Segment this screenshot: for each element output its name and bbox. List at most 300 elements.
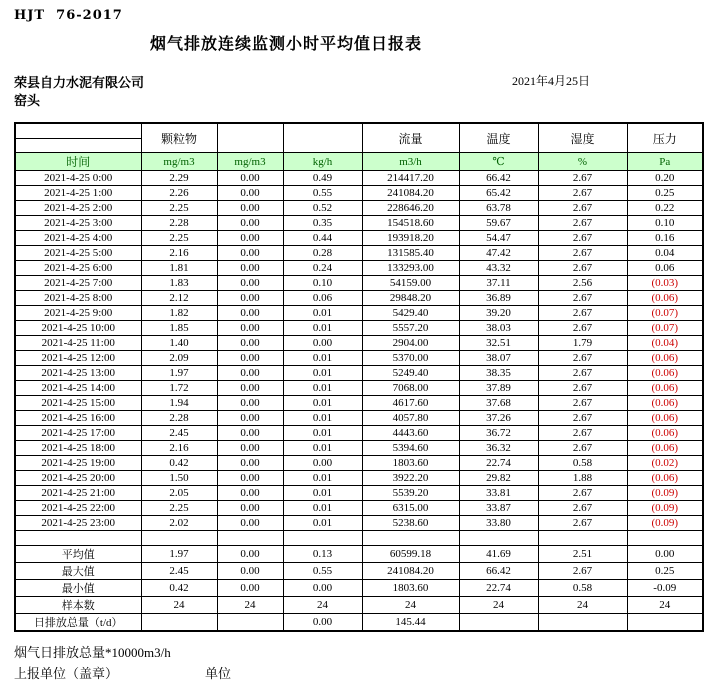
cell-value-5: 2.67 (538, 366, 627, 381)
cell-time: 2021-4-25 0:00 (15, 171, 141, 186)
cell-value-1: 0.00 (217, 411, 283, 426)
column-group-header-6: 压力 (627, 123, 703, 153)
cell-value-3: 4617.60 (362, 396, 459, 411)
cell-value-3: 5394.60 (362, 441, 459, 456)
cell-value-1: 0.00 (217, 261, 283, 276)
cell-value-2: 0.35 (283, 216, 362, 231)
summary-value-1: 0.00 (217, 546, 283, 563)
spacer-cell (362, 531, 459, 546)
cell-value-3: 193918.20 (362, 231, 459, 246)
cell-value-4: 63.78 (459, 201, 538, 216)
summary-value-2: 0.00 (283, 614, 362, 632)
spacer-cell (283, 531, 362, 546)
data-row (15, 501, 703, 516)
cell-value-0: 2.45 (141, 426, 217, 441)
column-group-header-row (15, 123, 703, 153)
cell-pressure: (0.09) (627, 501, 703, 516)
cell-value-1: 0.00 (217, 246, 283, 261)
summary-value-1: 0.00 (217, 580, 283, 597)
cell-time: 2021-4-25 9:00 (15, 306, 141, 321)
cell-pressure: (0.02) (627, 456, 703, 471)
cell-pressure: (0.06) (627, 426, 703, 441)
cell-value-0: 2.28 (141, 216, 217, 231)
cell-value-1: 0.00 (217, 486, 283, 501)
cell-value-1: 0.00 (217, 441, 283, 456)
cell-pressure: 0.06 (627, 261, 703, 276)
cell-time: 2021-4-25 2:00 (15, 201, 141, 216)
data-row (15, 396, 703, 411)
cell-value-3: 5370.00 (362, 351, 459, 366)
column-group-header-3: 流量 (362, 123, 459, 153)
cell-value-4: 54.47 (459, 231, 538, 246)
cell-value-4: 33.87 (459, 501, 538, 516)
unit-header-0: mg/m3 (141, 153, 217, 171)
spacer-cell (15, 531, 141, 546)
meta-row (14, 72, 727, 88)
spacer-cell (538, 531, 627, 546)
cell-value-3: 5539.20 (362, 486, 459, 501)
cell-pressure: 0.10 (627, 216, 703, 231)
cell-value-3: 1803.60 (362, 456, 459, 471)
cell-value-3: 214417.20 (362, 171, 459, 186)
cell-value-3: 131585.40 (362, 246, 459, 261)
time-column-header: 时间 (15, 153, 141, 171)
cell-value-4: 33.80 (459, 516, 538, 531)
cell-value-1: 0.00 (217, 381, 283, 396)
data-row (15, 366, 703, 381)
summary-value-2: 0.13 (283, 546, 362, 563)
cell-value-1: 0.00 (217, 456, 283, 471)
cell-time: 2021-4-25 19:00 (15, 456, 141, 471)
cell-value-2: 0.01 (283, 486, 362, 501)
report-table (14, 122, 704, 632)
cell-value-5: 2.67 (538, 381, 627, 396)
cell-value-4: 59.67 (459, 216, 538, 231)
column-group-header-5: 湿度 (538, 123, 627, 153)
cell-pressure: (0.06) (627, 411, 703, 426)
cell-value-0: 2.16 (141, 246, 217, 261)
cell-value-0: 2.28 (141, 411, 217, 426)
cell-value-4: 36.32 (459, 441, 538, 456)
cell-value-2: 0.01 (283, 516, 362, 531)
cell-value-4: 37.26 (459, 411, 538, 426)
data-row (15, 246, 703, 261)
cell-value-1: 0.00 (217, 216, 283, 231)
cell-value-4: 33.81 (459, 486, 538, 501)
cell-pressure: (0.06) (627, 471, 703, 486)
cell-value-2: 0.00 (283, 336, 362, 351)
cell-value-1: 0.00 (217, 396, 283, 411)
column-group-header-1 (217, 123, 283, 153)
cell-pressure: (0.07) (627, 321, 703, 336)
cell-value-0: 2.29 (141, 171, 217, 186)
cell-value-0: 2.16 (141, 441, 217, 456)
summary-value-0 (141, 614, 217, 632)
cell-value-1: 0.00 (217, 366, 283, 381)
summary-label: 日排放总量（t/d） (15, 614, 141, 632)
cell-value-3: 133293.00 (362, 261, 459, 276)
cell-time: 2021-4-25 10:00 (15, 321, 141, 336)
cell-time: 2021-4-25 13:00 (15, 366, 141, 381)
cell-pressure: 0.22 (627, 201, 703, 216)
cell-value-2: 0.55 (283, 186, 362, 201)
cell-value-0: 1.97 (141, 366, 217, 381)
summary-row (15, 580, 703, 597)
data-row (15, 201, 703, 216)
cell-value-3: 5238.60 (362, 516, 459, 531)
company-name: 荣县自力水泥有限公司 (14, 75, 145, 90)
data-row (15, 351, 703, 366)
cell-value-3: 3922.20 (362, 471, 459, 486)
summary-value-5: 2.67 (538, 563, 627, 580)
cell-value-0: 2.25 (141, 201, 217, 216)
data-row (15, 216, 703, 231)
doc-code: HJT 76-2017 (14, 8, 123, 23)
cell-time: 2021-4-25 4:00 (15, 231, 141, 246)
cell-time: 2021-4-25 15:00 (15, 396, 141, 411)
cell-value-3: 154518.60 (362, 216, 459, 231)
summary-value-6: 0.00 (627, 546, 703, 563)
unit-header-3: m3/h (362, 153, 459, 171)
cell-value-2: 0.24 (283, 261, 362, 276)
cell-value-5: 2.67 (538, 501, 627, 516)
cell-value-5: 2.67 (538, 516, 627, 531)
summary-value-5: 24 (538, 597, 627, 614)
time-column-split-cell (15, 123, 141, 153)
cell-value-0: 2.26 (141, 186, 217, 201)
summary-value-3: 24 (362, 597, 459, 614)
cell-value-1: 0.00 (217, 501, 283, 516)
data-row (15, 441, 703, 456)
cell-pressure: (0.06) (627, 396, 703, 411)
cell-value-3: 2904.00 (362, 336, 459, 351)
cell-value-4: 36.72 (459, 426, 538, 441)
cell-value-2: 0.28 (283, 246, 362, 261)
summary-value-1: 0.00 (217, 563, 283, 580)
cell-time: 2021-4-25 6:00 (15, 261, 141, 276)
summary-value-6 (627, 614, 703, 632)
cell-value-0: 1.72 (141, 381, 217, 396)
cell-value-4: 47.42 (459, 246, 538, 261)
cell-pressure: (0.06) (627, 351, 703, 366)
cell-time: 2021-4-25 7:00 (15, 276, 141, 291)
summary-row (15, 546, 703, 563)
cell-value-2: 0.00 (283, 456, 362, 471)
cell-value-3: 5429.40 (362, 306, 459, 321)
cell-value-3: 29848.20 (362, 291, 459, 306)
cell-value-1: 0.00 (217, 306, 283, 321)
summary-label: 最大值 (15, 563, 141, 580)
time-split-bottom (16, 139, 141, 152)
cell-value-3: 7068.00 (362, 381, 459, 396)
column-group-header-4: 温度 (459, 123, 538, 153)
summary-value-3: 60599.18 (362, 546, 459, 563)
summary-value-1 (217, 614, 283, 632)
cell-pressure: (0.09) (627, 486, 703, 501)
summary-value-1: 24 (217, 597, 283, 614)
cell-value-0: 2.05 (141, 486, 217, 501)
summary-row (15, 563, 703, 580)
cell-time: 2021-4-25 3:00 (15, 216, 141, 231)
cell-value-0: 1.82 (141, 306, 217, 321)
unit-header-6: Pa (627, 153, 703, 171)
footnote: 烟气日排放总量*10000m3/h (14, 645, 171, 660)
cell-value-3: 54159.00 (362, 276, 459, 291)
cell-value-2: 0.01 (283, 306, 362, 321)
summary-row (15, 597, 703, 614)
data-row (15, 276, 703, 291)
summary-value-0: 24 (141, 597, 217, 614)
cell-time: 2021-4-25 23:00 (15, 516, 141, 531)
summary-value-6: 24 (627, 597, 703, 614)
cell-value-2: 0.01 (283, 321, 362, 336)
data-row (15, 456, 703, 471)
cell-value-4: 37.68 (459, 396, 538, 411)
cell-pressure: 0.16 (627, 231, 703, 246)
summary-label: 平均值 (15, 546, 141, 563)
cell-value-4: 37.11 (459, 276, 538, 291)
cell-pressure: (0.03) (627, 276, 703, 291)
cell-value-1: 0.00 (217, 351, 283, 366)
summary-value-5 (538, 614, 627, 632)
cell-time: 2021-4-25 22:00 (15, 501, 141, 516)
cell-time: 2021-4-25 16:00 (15, 411, 141, 426)
summary-value-3: 145.44 (362, 614, 459, 632)
cell-value-0: 1.50 (141, 471, 217, 486)
cell-value-1: 0.00 (217, 426, 283, 441)
cell-time: 2021-4-25 20:00 (15, 471, 141, 486)
summary-value-2: 0.55 (283, 563, 362, 580)
unit-header-5: % (538, 153, 627, 171)
summary-value-2: 24 (283, 597, 362, 614)
spacer-cell (141, 531, 217, 546)
time-split-top (16, 124, 141, 139)
cell-value-0: 0.42 (141, 456, 217, 471)
unit-header-4: ℃ (459, 153, 538, 171)
cell-value-1: 0.00 (217, 321, 283, 336)
summary-value-4: 66.42 (459, 563, 538, 580)
cell-value-5: 2.67 (538, 411, 627, 426)
cell-value-5: 1.79 (538, 336, 627, 351)
location-label: 窑头 (14, 93, 41, 108)
cell-value-5: 2.67 (538, 351, 627, 366)
summary-value-0: 1.97 (141, 546, 217, 563)
cell-value-0: 2.25 (141, 501, 217, 516)
cell-value-1: 0.00 (217, 516, 283, 531)
cell-value-1: 0.00 (217, 291, 283, 306)
cell-value-5: 2.67 (538, 201, 627, 216)
data-row (15, 231, 703, 246)
spacer-row (15, 531, 703, 546)
report-date: 2021年4月25日 (512, 74, 591, 88)
cell-value-2: 0.01 (283, 411, 362, 426)
data-row (15, 186, 703, 201)
summary-value-4: 41.69 (459, 546, 538, 563)
cell-time: 2021-4-25 11:00 (15, 336, 141, 351)
cell-value-3: 4057.80 (362, 411, 459, 426)
cell-pressure: 0.04 (627, 246, 703, 261)
column-group-header-2 (283, 123, 362, 153)
cell-value-2: 0.01 (283, 381, 362, 396)
cell-value-2: 0.06 (283, 291, 362, 306)
cell-pressure: 0.20 (627, 171, 703, 186)
cell-value-2: 0.52 (283, 201, 362, 216)
data-row (15, 471, 703, 486)
cell-value-2: 0.01 (283, 426, 362, 441)
summary-value-4 (459, 614, 538, 632)
cell-value-5: 2.67 (538, 291, 627, 306)
cell-pressure: (0.06) (627, 381, 703, 396)
cell-value-0: 1.40 (141, 336, 217, 351)
cell-pressure: (0.07) (627, 306, 703, 321)
cell-value-0: 2.09 (141, 351, 217, 366)
unit-header-2: kg/h (283, 153, 362, 171)
cell-value-2: 0.49 (283, 171, 362, 186)
data-row (15, 426, 703, 441)
cell-value-4: 29.82 (459, 471, 538, 486)
summary-value-5: 2.51 (538, 546, 627, 563)
data-row (15, 321, 703, 336)
cell-value-5: 2.67 (538, 186, 627, 201)
cell-pressure: (0.04) (627, 336, 703, 351)
summary-value-6: 0.25 (627, 563, 703, 580)
summary-row (15, 614, 703, 632)
summary-value-0: 2.45 (141, 563, 217, 580)
data-row (15, 306, 703, 321)
summary-value-2: 0.00 (283, 580, 362, 597)
cell-value-3: 241084.20 (362, 186, 459, 201)
unit-header-row (15, 153, 703, 171)
cell-value-5: 0.58 (538, 456, 627, 471)
data-row (15, 381, 703, 396)
cell-value-4: 39.20 (459, 306, 538, 321)
cell-value-0: 1.94 (141, 396, 217, 411)
cell-time: 2021-4-25 14:00 (15, 381, 141, 396)
summary-value-4: 22.74 (459, 580, 538, 597)
cell-pressure: (0.09) (627, 516, 703, 531)
cell-value-0: 1.83 (141, 276, 217, 291)
cell-value-5: 2.67 (538, 216, 627, 231)
summary-value-5: 0.58 (538, 580, 627, 597)
summary-value-3: 1803.60 (362, 580, 459, 597)
cell-value-1: 0.00 (217, 231, 283, 246)
cell-pressure: (0.06) (627, 366, 703, 381)
unit-header-1: mg/m3 (217, 153, 283, 171)
cell-value-1: 0.00 (217, 186, 283, 201)
cell-pressure: (0.06) (627, 291, 703, 306)
cell-value-4: 38.07 (459, 351, 538, 366)
cell-value-5: 2.67 (538, 171, 627, 186)
summary-value-4: 24 (459, 597, 538, 614)
data-row (15, 516, 703, 531)
cell-value-1: 0.00 (217, 471, 283, 486)
cell-time: 2021-4-25 8:00 (15, 291, 141, 306)
cell-time: 2021-4-25 21:00 (15, 486, 141, 501)
cell-value-2: 0.10 (283, 276, 362, 291)
cell-value-3: 5249.40 (362, 366, 459, 381)
cell-time: 2021-4-25 1:00 (15, 186, 141, 201)
cell-value-0: 1.85 (141, 321, 217, 336)
cell-value-4: 37.89 (459, 381, 538, 396)
column-group-header-0: 颗粒物 (141, 123, 217, 153)
spacer-cell (627, 531, 703, 546)
cell-value-5: 2.67 (538, 396, 627, 411)
cell-value-1: 0.00 (217, 276, 283, 291)
cell-value-2: 0.01 (283, 471, 362, 486)
data-row (15, 336, 703, 351)
cell-value-0: 1.81 (141, 261, 217, 276)
cell-value-3: 6315.00 (362, 501, 459, 516)
cell-time: 2021-4-25 17:00 (15, 426, 141, 441)
cell-value-4: 32.51 (459, 336, 538, 351)
summary-label: 最小值 (15, 580, 141, 597)
cell-value-1: 0.00 (217, 336, 283, 351)
cell-pressure: (0.06) (627, 441, 703, 456)
cell-value-4: 66.42 (459, 171, 538, 186)
cell-value-4: 43.32 (459, 261, 538, 276)
cell-value-4: 22.74 (459, 456, 538, 471)
cell-value-5: 2.67 (538, 306, 627, 321)
data-row (15, 291, 703, 306)
cell-value-2: 0.01 (283, 366, 362, 381)
report-page (0, 8, 727, 681)
page-title: 烟气排放连续监测小时平均值日报表 (150, 36, 423, 53)
cell-value-3: 228646.20 (362, 201, 459, 216)
cell-time: 2021-4-25 18:00 (15, 441, 141, 456)
cell-value-5: 2.67 (538, 261, 627, 276)
cell-value-5: 2.67 (538, 441, 627, 456)
cell-value-4: 65.42 (459, 186, 538, 201)
cell-time: 2021-4-25 12:00 (15, 351, 141, 366)
cell-value-0: 2.25 (141, 231, 217, 246)
summary-value-6: -0.09 (627, 580, 703, 597)
cell-value-0: 2.02 (141, 516, 217, 531)
summary-label: 样本数 (15, 597, 141, 614)
cell-value-5: 2.67 (538, 246, 627, 261)
cell-value-0: 2.12 (141, 291, 217, 306)
data-row (15, 486, 703, 501)
cell-pressure: 0.25 (627, 186, 703, 201)
cell-value-5: 2.67 (538, 231, 627, 246)
cell-value-5: 2.67 (538, 426, 627, 441)
footer-row (14, 663, 727, 679)
unit-label: 单位 (205, 666, 232, 681)
spacer-cell (459, 531, 538, 546)
cell-value-4: 38.03 (459, 321, 538, 336)
data-row (15, 171, 703, 186)
cell-value-1: 0.00 (217, 201, 283, 216)
cell-value-2: 0.01 (283, 501, 362, 516)
data-row (15, 411, 703, 426)
report-unit-label: 上报单位（盖章） (14, 666, 119, 681)
cell-time: 2021-4-25 5:00 (15, 246, 141, 261)
summary-value-0: 0.42 (141, 580, 217, 597)
cell-value-1: 0.00 (217, 171, 283, 186)
cell-value-2: 0.01 (283, 351, 362, 366)
cell-value-2: 0.01 (283, 441, 362, 456)
spacer-cell (217, 531, 283, 546)
cell-value-3: 5557.20 (362, 321, 459, 336)
cell-value-5: 2.67 (538, 486, 627, 501)
cell-value-5: 1.88 (538, 471, 627, 486)
cell-value-5: 2.67 (538, 321, 627, 336)
cell-value-4: 36.89 (459, 291, 538, 306)
summary-value-3: 241084.20 (362, 563, 459, 580)
cell-value-2: 0.01 (283, 396, 362, 411)
cell-value-5: 2.56 (538, 276, 627, 291)
cell-value-4: 38.35 (459, 366, 538, 381)
data-row (15, 261, 703, 276)
